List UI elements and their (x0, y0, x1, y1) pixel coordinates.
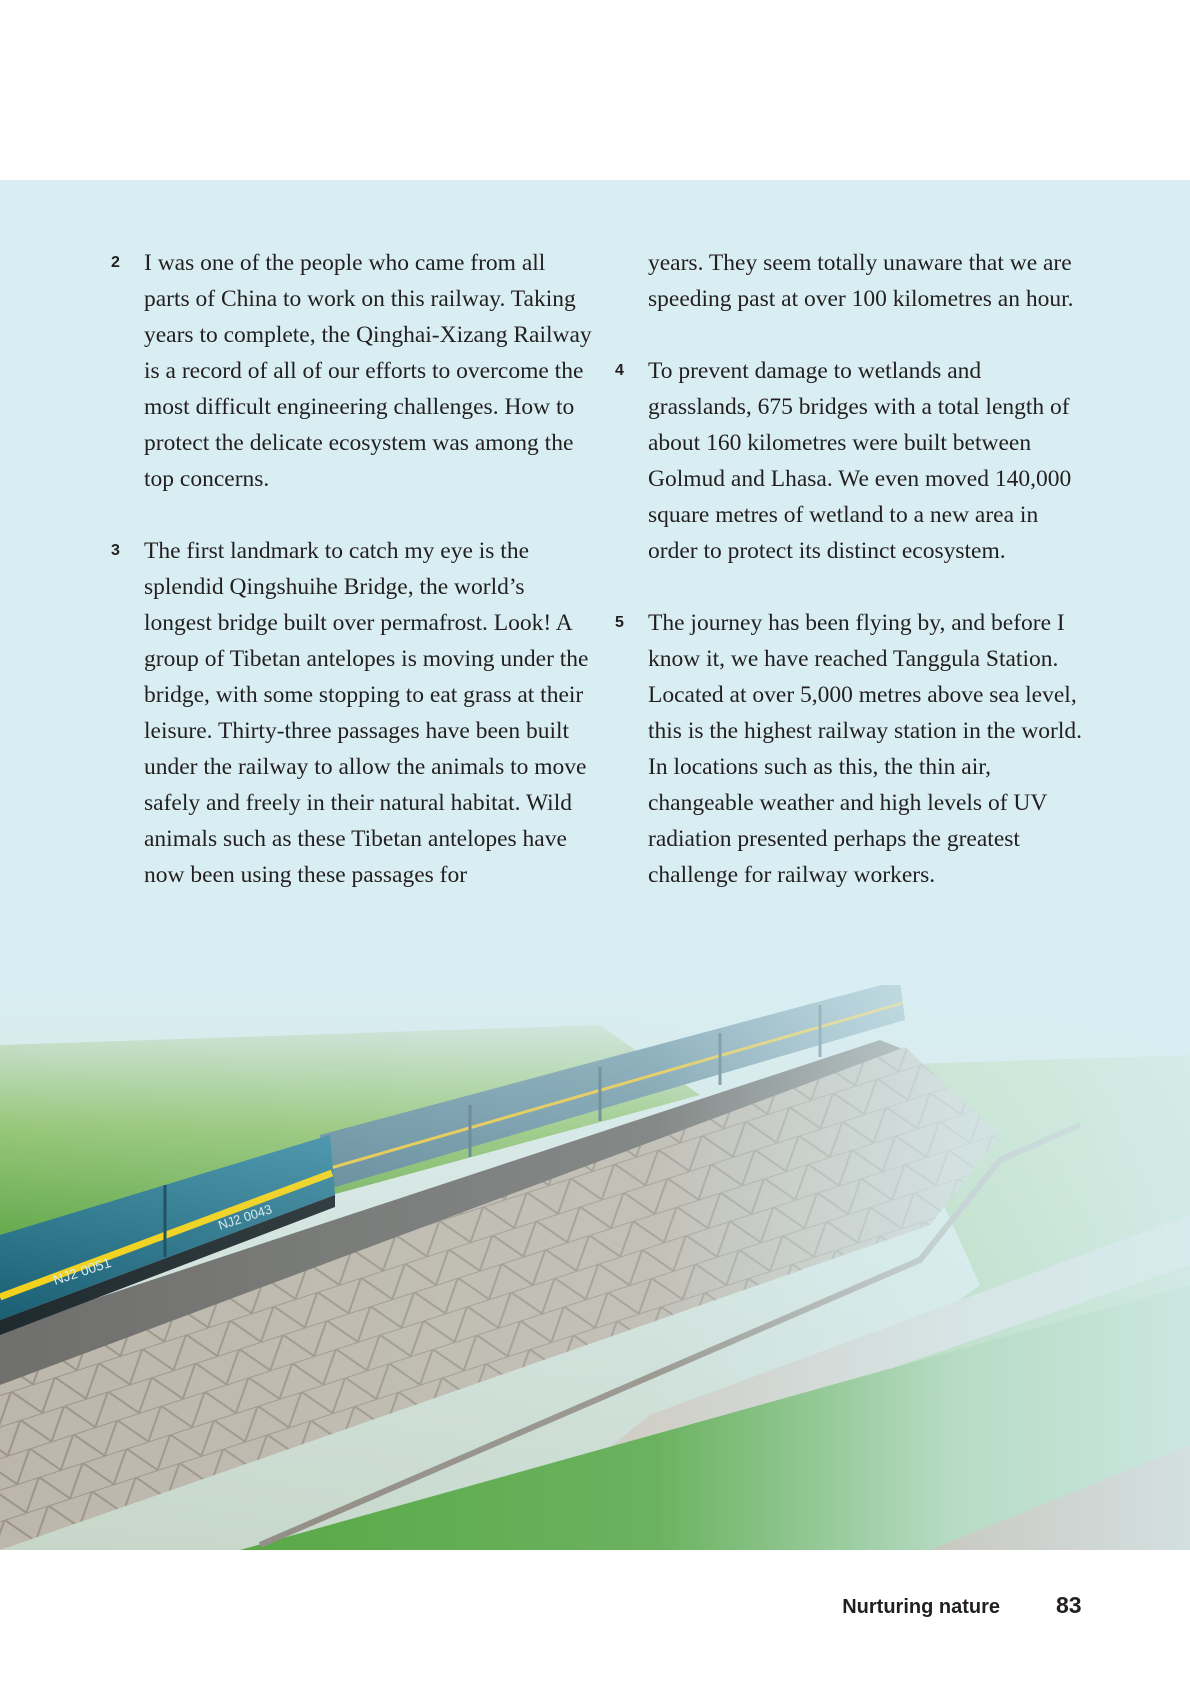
paragraph-3 (111, 533, 594, 893)
paragraph-number: 2 (111, 254, 120, 271)
distance-fog (0, 985, 1190, 1550)
paragraph-text: To prevent damage to wetlands and grasslands, 675 bridges with a total length of about 160 kilometres were built between Golmud and Lhasa. We even moved 140,000 square metres of wetland to a new area in order to protect its distinct ecosystem. (648, 358, 1072, 564)
paragraph-5 (615, 605, 1088, 893)
page-number: 83 (1056, 1592, 1082, 1618)
paragraph-text: The first landmark to catch my eye is the splendid Qingshuihe Bridge, the world’s longest bridge built over permafrost. Look! A group of Tibetan antelopes is moving under the bridge, with some stopping to eat grass at their leisure. Thirty-three passages have been built under the railway to allow the animals to move safely and freely in their natural habitat. Wild animals such as these Tibetan antelopes have now been using these passages for (144, 538, 589, 888)
right-column (615, 245, 1088, 929)
paragraph-text: The journey has been flying by, and before I know it, we have reached Tanggula Station. Located at over 5,000 metres above sea level, this is the highest railway station in the world. In locations such as this, the thin air, changeable weather and high levels of UV radiation presented perhaps the greatest challenge for railway workers. (648, 610, 1083, 888)
left-column (111, 245, 594, 929)
paragraph-4 (615, 353, 1088, 569)
unit-title: Nurturing nature (842, 1596, 1000, 1618)
paragraph-number: 5 (615, 614, 624, 631)
paragraph-3-continued (648, 245, 1088, 317)
paragraph-text: years. They seem totally unaware that we are speeding past at over 100 kilometres an hour. (648, 250, 1074, 312)
paragraph-number: 4 (615, 362, 624, 379)
railway-photo (0, 985, 1190, 1550)
paragraph-2 (111, 245, 594, 497)
paragraph-number: 3 (111, 542, 120, 559)
paragraph-text: I was one of the people who came from all parts of China to work on this railway. Taking years to complete, the Qinghai-Xizang Railway is a record of all of our efforts to overcome the most difficult engineering challenges. How to protect the delicate ecosystem was among the top concerns. (144, 250, 592, 492)
